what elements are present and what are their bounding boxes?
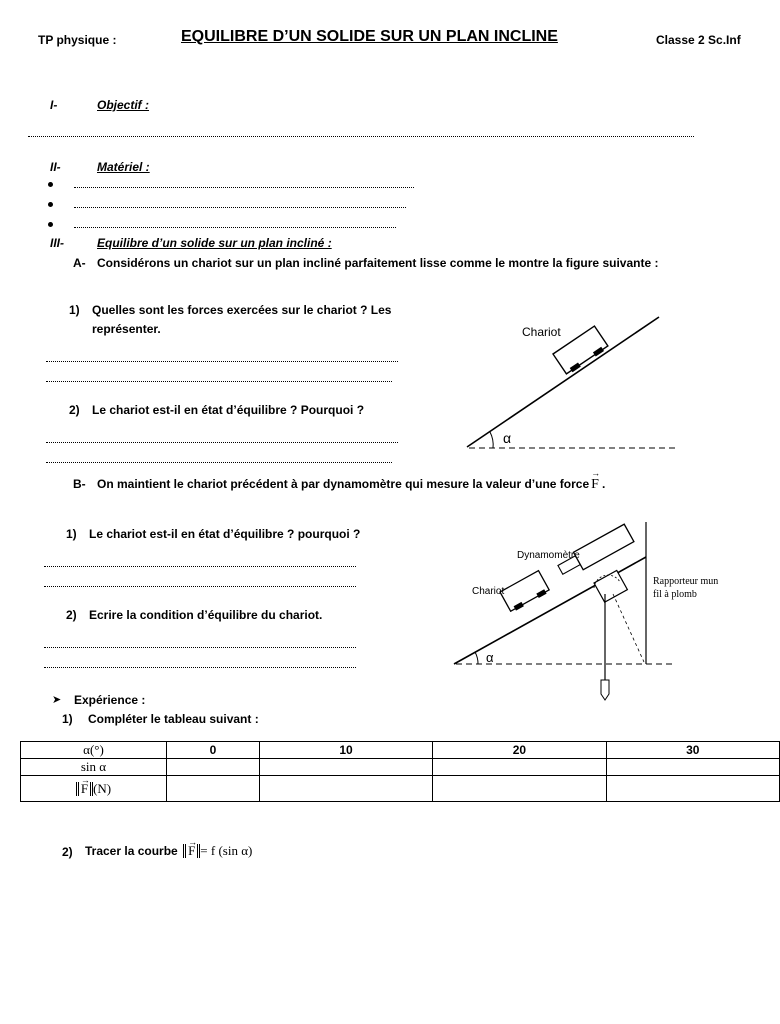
part-b-letter: B-: [73, 477, 86, 491]
section-3-number: III-: [50, 236, 64, 250]
bullet-icon: [48, 202, 53, 207]
row-label-angle: α(°): [21, 742, 167, 759]
measurement-table: [20, 741, 780, 802]
incline-figure-1: [455, 305, 685, 465]
b-question-2: Ecrire la condition d’équilibre du chariot.: [89, 608, 323, 622]
protractor-block: [594, 570, 627, 602]
dynamometer-body: [573, 524, 633, 570]
b-q2-answer-line-1: [44, 647, 356, 648]
protractor-label-2: fil à plomb: [653, 589, 697, 600]
a-q1-answer-line-2: [46, 381, 392, 382]
part-a-text: Considérons un chariot sur un plan incliné parfaitement lisse comme le montre la figure suivante :: [97, 256, 659, 270]
b-question-2-number: 2): [66, 608, 77, 622]
sin-cell[interactable]: [167, 759, 260, 776]
protractor-label-1: Rapporteur mun: [653, 576, 719, 587]
section-1-number: I-: [50, 98, 58, 112]
header-left: TP physique :: [38, 33, 117, 47]
experience-title: Expérience :: [74, 693, 146, 707]
section-1-title: Objectif :: [97, 98, 150, 112]
bullet-icon: [48, 182, 53, 187]
material-line-3: [74, 227, 396, 228]
b-q2-answer-line-2: [44, 667, 356, 668]
sin-cell[interactable]: [259, 759, 432, 776]
force-symbol: → F: [591, 477, 599, 493]
exp-question-1-number: 1): [62, 712, 73, 726]
angle-cell: 20: [433, 742, 606, 759]
chariot-label: Chariot: [472, 586, 505, 597]
section-3-title: Equilibre d’un solide sur un plan incliné :: [97, 236, 332, 250]
part-b-end: .: [601, 477, 606, 491]
page-title: EQUILIBRE D’UN SOLIDE SUR UN PLAN INCLINE: [181, 28, 558, 45]
material-line-1: [74, 187, 414, 188]
exp-question-2-number: 2): [62, 845, 73, 859]
angle-cell: 0: [167, 742, 260, 759]
a-question-2: Le chariot est-il en état d’équilibre ? Pourquoi ?: [92, 403, 365, 417]
arrow-bullet-icon: ➤: [52, 694, 62, 706]
force-cell[interactable]: [606, 776, 779, 802]
alpha-label: α: [486, 650, 494, 665]
a-question-2-number: 2): [69, 403, 80, 417]
a-question-1-number: 1): [69, 303, 80, 317]
sin-cell[interactable]: [433, 759, 606, 776]
exp-question-1: Compléter le tableau suivant :: [88, 712, 259, 726]
dynamometer-label: Dynamomètre: [517, 550, 580, 561]
plumb-bob: [601, 680, 609, 700]
force-unit: (N): [93, 780, 112, 796]
force-cell[interactable]: [167, 776, 260, 802]
part-b-sentence: On maintient le chariot précédent à par dynamomètre qui mesure la valeur d’une force: [97, 477, 590, 491]
bullet-icon: [48, 222, 53, 227]
a-q1-answer-line-1: [46, 361, 398, 362]
exp-question-2: [85, 843, 252, 859]
b-q1-answer-line-1: [44, 566, 356, 567]
part-b-text: [97, 477, 605, 493]
b-q1-answer-line-2: [44, 586, 356, 587]
material-line-2: [74, 207, 406, 208]
force-cell[interactable]: [433, 776, 606, 802]
sin-cell[interactable]: [606, 759, 779, 776]
force-cell[interactable]: [259, 776, 432, 802]
table-row: [21, 759, 780, 776]
force-symbol: → F: [81, 782, 88, 796]
header-right: Classe 2 Sc.Inf: [656, 33, 741, 47]
incline-figure-2: [448, 522, 719, 712]
a-question-1-line-1: Quelles sont les forces exercées sur le chariot ? Les: [92, 303, 392, 317]
angle-cell: 10: [259, 742, 432, 759]
chariot-label: Chariot: [522, 325, 561, 339]
row-label-sin: sin α: [21, 759, 167, 776]
table-row: [21, 742, 780, 759]
force-symbol: → F: [188, 844, 195, 858]
objective-answer-line: [28, 136, 694, 137]
part-a-letter: A-: [73, 256, 86, 270]
b-question-1: Le chariot est-il en état d’équilibre ? pourquoi ?: [89, 527, 361, 541]
a-q2-answer-line-2: [46, 462, 392, 463]
alpha-label: α: [503, 430, 512, 446]
section-2-number: II-: [50, 160, 61, 174]
table-row: [21, 776, 780, 802]
exp-question-2-text: Tracer la courbe: [85, 844, 178, 858]
a-question-1-line-2: représenter.: [92, 322, 161, 336]
a-q2-answer-line-1: [46, 442, 398, 443]
angle-cell: 30: [606, 742, 779, 759]
b-question-1-number: 1): [66, 527, 77, 541]
curve-formula: = f (sin α): [200, 843, 253, 858]
row-label-force: [21, 776, 167, 802]
section-2-title: Matériel :: [97, 160, 150, 174]
